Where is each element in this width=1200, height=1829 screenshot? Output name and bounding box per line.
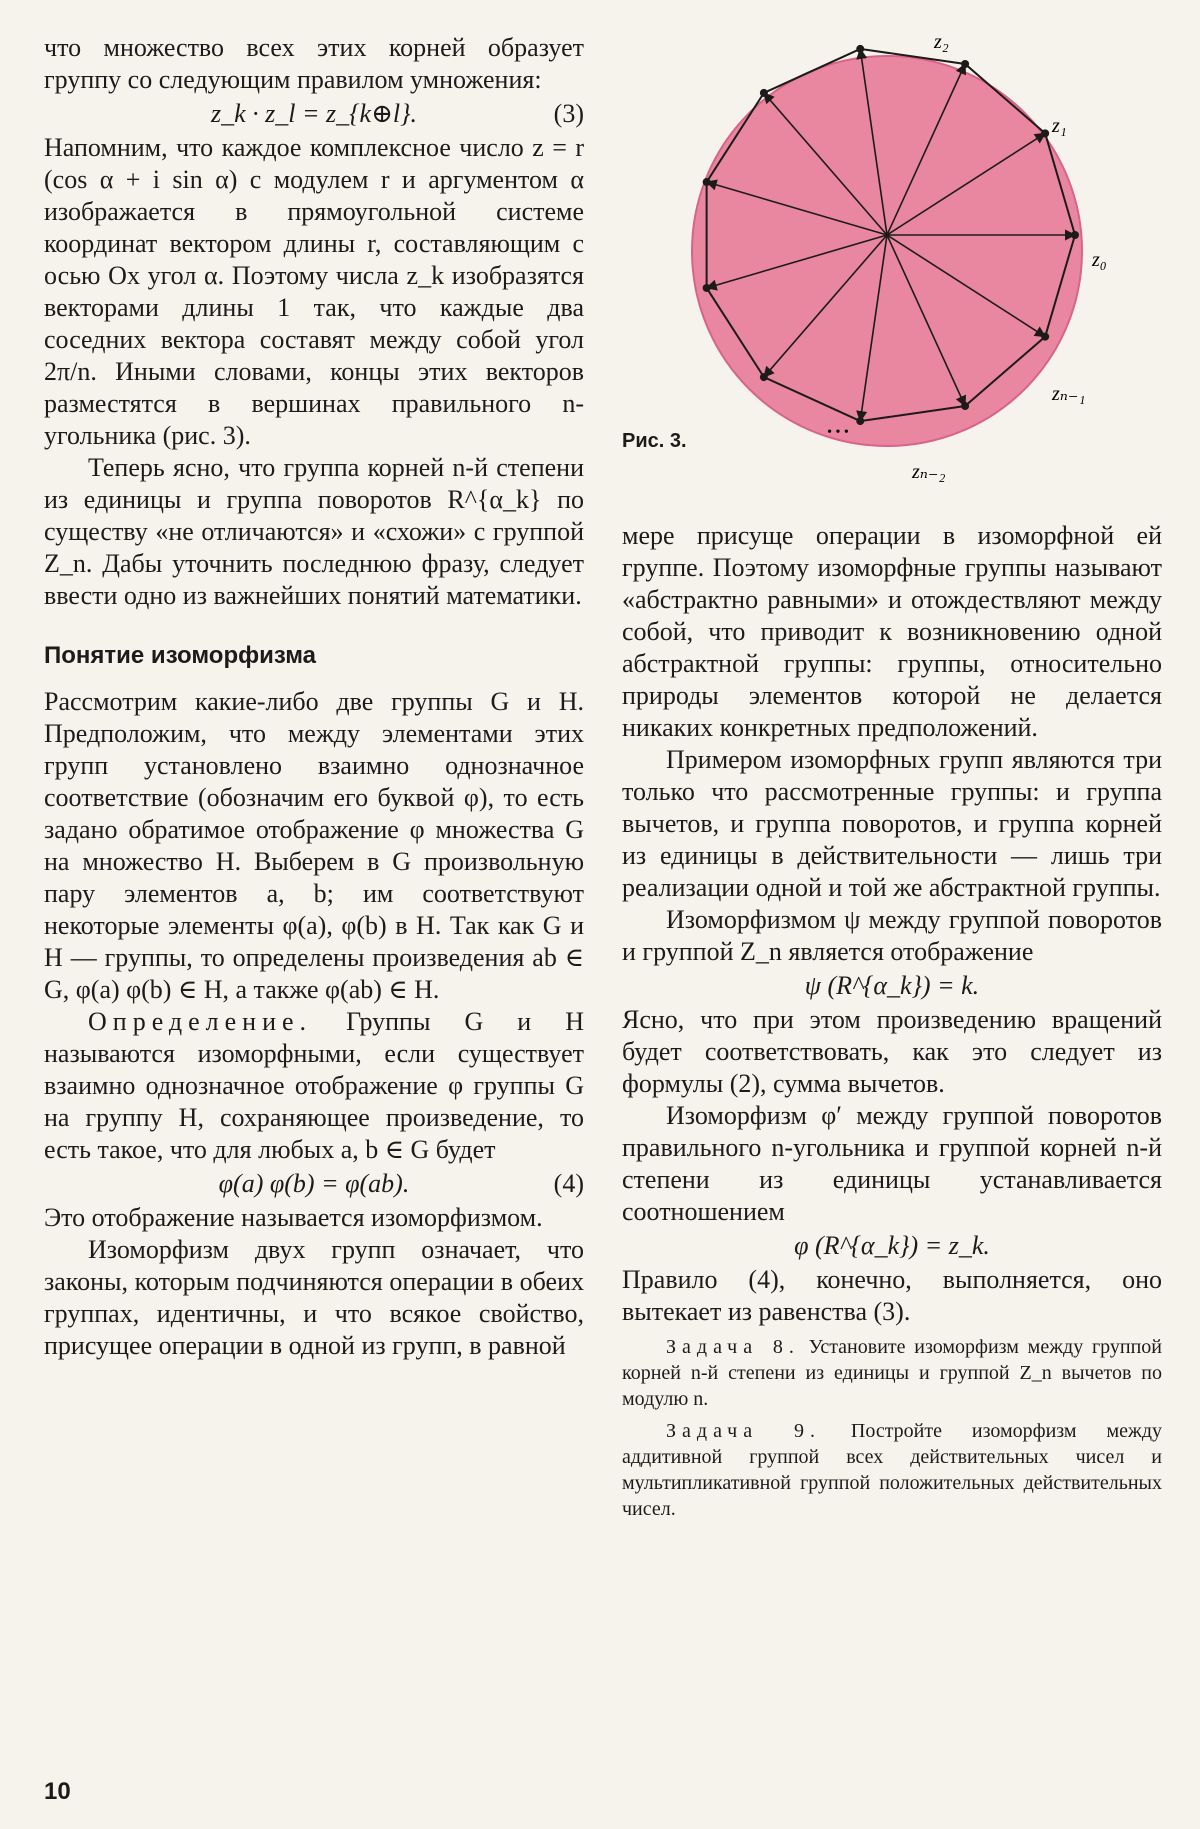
vertex-dot: [760, 373, 768, 381]
vertex-dot: [760, 89, 768, 97]
section-heading: Понятие изоморфизма: [44, 642, 316, 669]
formula-text: z_k · z_l = z_{k⊕l}.: [210, 99, 417, 128]
definition-paragraph: [44, 1006, 584, 1166]
paragraph: мере присуще операции в изоморфной ей группе. Поэтому изоморфные группы называют «абстрактно равными» и отождествляют между собой, что приводит к возникновению одной абстрактной группы: группы, относительно природы элементов которой не делается никаких конкретных предположений.: [622, 521, 1162, 742]
vertex-dot: [703, 284, 711, 292]
vertex-dot: [961, 402, 969, 410]
formula-text: φ(a) φ(b) = φ(ab).: [218, 1169, 410, 1198]
paragraph: Это отображение называется изоморфизмом.: [44, 1203, 543, 1232]
label-zn1: zₙ₋₁: [1052, 383, 1086, 405]
definition-label: Определение.: [88, 1007, 313, 1036]
definition-text: Группы G и H называются изоморфными, если существует взаимно однозначное отображение φ группы G на группу H, сохраняющее произведение, то есть такое, что для любых a, b ∈ G будет: [44, 1007, 584, 1164]
paragraph: что множество всех этих корней образует группу со следующим правилом умножения:: [44, 33, 584, 94]
vertex-dot: [1041, 129, 1049, 137]
vertex-dot: [856, 417, 864, 425]
task-text: Установите изоморфизм между группой корней n-й степени из единицы и группой Z_n вычетов по модулю n.: [622, 1336, 1162, 1410]
ellipsis: • • •: [827, 425, 849, 440]
formula-phi: φ (R^{α_k}) = z_k.: [794, 1231, 990, 1260]
figure-caption: Рис. 3.: [622, 430, 687, 452]
vertex-dot: [1071, 231, 1079, 239]
polygon-diagram: [622, 20, 1162, 530]
paragraph: Рассмотрим какие-либо две группы G и H. Предположим, что между элементами этих групп установлено взаимно однозначное соответствие (обозначим его буквой φ), то есть задано обратимое отображение φ множества G на множество H. Выберем в G произвольную пару элементов a, b; им соответствуют некоторые элементы φ(a), φ(b) в H. Так как G и H — группы, то определены произведения ab ∈ G, φ(a) φ(b) ∈ H, а также φ(ab) ∈ H.: [44, 687, 584, 1004]
vertex-dot: [856, 45, 864, 53]
task-text: Постройте изоморфизм между аддитивной группой всех действительных чисел и мультипликативной группой положительных действительных чисел.: [622, 1420, 1162, 1520]
paragraph: Напомним, что каждое комплексное число z = r (cos α + i sin α) с модулем r и аргументом α изображается в прямоугольной системе координат вектором длины r, составляющим с осью Ox угол α. Поэтому числа z_k изобразятся векторами длины 1 так, что каждые два соседних вектора составят между собой угол 2π/n. Иными словами, концы этих векторов разместятся в вершинах правильного n-угольника (рис. 3).: [44, 133, 584, 450]
paragraph: Примером изоморфных групп являются три только что рассмотренные группы: и группа вычетов, и группа поворотов, и группа корней из единицы в действительности — лишь три реализации одной и той же абстрактной группы.: [622, 745, 1162, 902]
formula-4: [44, 1166, 584, 1202]
paragraph: Теперь ясно, что группа корней n-й степени из единицы и группа поворотов R^{α_k} по существу «не отличаются» и «схожи» с группой Z_n. Дабы уточнить последнюю фразу, следует ввести одно из важнейших понятий математики.: [44, 453, 584, 610]
vertex-dot: [703, 178, 711, 186]
formula-psi: ψ (R^{α_k}) = k.: [804, 971, 980, 1000]
paragraph: Изоморфизмом ψ между группой поворотов и группой Z_n является отображение: [622, 905, 1162, 966]
label-z2: z₂: [934, 31, 949, 53]
vertex-dot: [1041, 333, 1049, 341]
task-label: Задача 9.: [666, 1420, 821, 1442]
paragraph: Ясно, что при этом произведению вращений будет соответствовать, как это следует из формулы (2), сумма вычетов.: [622, 1005, 1162, 1098]
paragraph: Изоморфизм двух групп означает, что законы, которым подчиняются операции в обеих группах, идентичны, и что всякое свойство, присущее операции в одной из групп, в равной: [44, 1235, 584, 1360]
task-label: Задача 8.: [666, 1336, 800, 1358]
vertex-dot: [961, 60, 969, 68]
label-z1: z₁: [1052, 115, 1067, 137]
task-9: [622, 1418, 1162, 1522]
task-8: [622, 1334, 1162, 1412]
formula-number: (3): [553, 99, 584, 128]
paragraph: Правило (4), конечно, выполняется, оно вытекает из равенства (3).: [622, 1265, 1162, 1326]
left-column: [44, 32, 584, 1362]
page-number: 10: [44, 1778, 71, 1805]
label-z0: z₀: [1092, 249, 1107, 271]
paragraph: Изоморфизм φ′ между группой поворотов правильного n-угольника и группой корней n-й степени из единицы устанавливается соотношением: [622, 1101, 1162, 1226]
formula-3: [44, 96, 584, 132]
right-column: [622, 520, 1162, 1522]
figure-3: [622, 20, 1162, 530]
label-zn2: zₙ₋₂: [912, 461, 946, 483]
formula-number: (4): [553, 1169, 584, 1198]
